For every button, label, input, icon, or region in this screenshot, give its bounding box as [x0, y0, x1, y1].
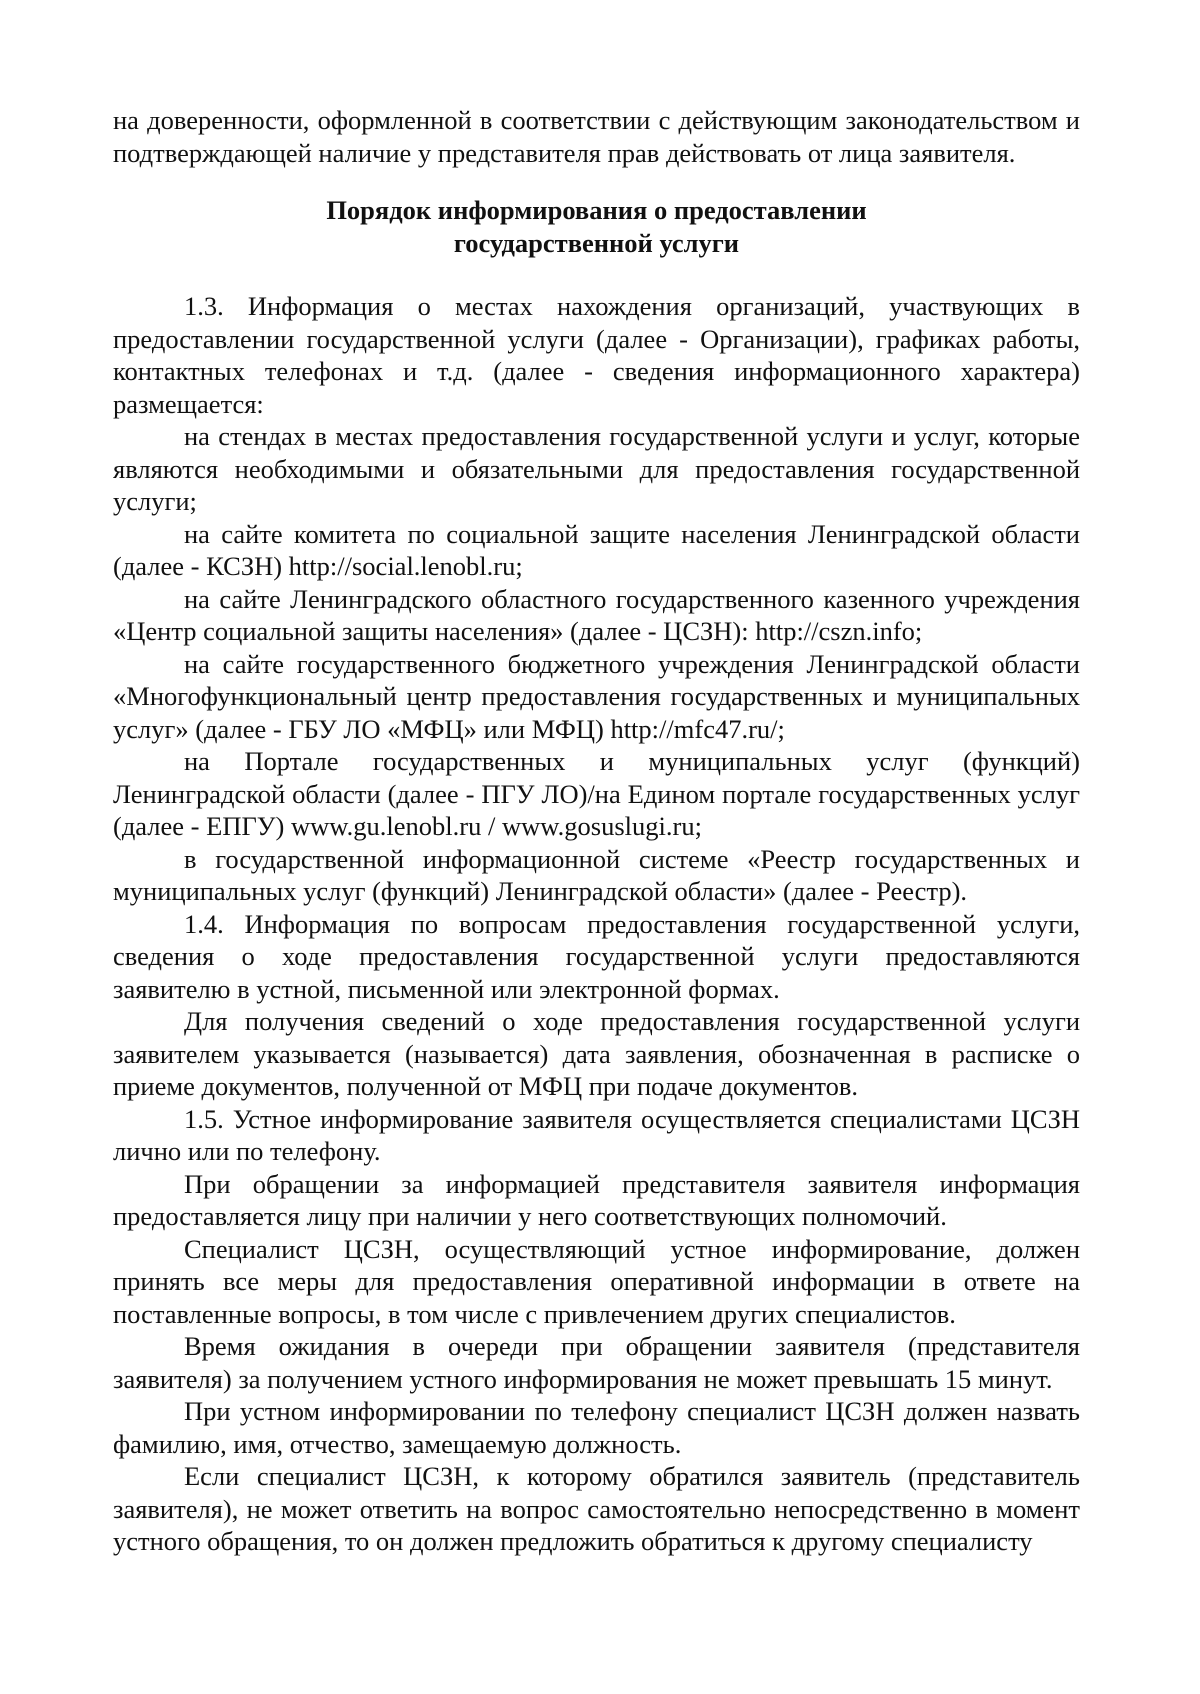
- paragraph-continuation: на доверенности, оформленной в соответствии с действующим законодательством и подтверждающей наличие у представителя прав действовать от лица заявителя.: [113, 105, 1080, 168]
- paragraph-waiting-time: Время ожидания в очереди при обращении заявителя (представителя заявителя) за получением устного информирования не может превышать 15 минут.: [113, 1331, 1080, 1394]
- paragraph-phone-info: При устном информировании по телефону специалист ЦСЗН должен назвать фамилию, имя, отчество, замещаемую должность.: [113, 1396, 1080, 1459]
- section-heading: [113, 194, 1080, 260]
- paragraph-status-info: Для получения сведений о ходе предоставления государственной услуги заявителем указывается (называется) дата заявления, обозначенная в расписке о приеме документов, полученной от МФЦ при подаче документов.: [113, 1006, 1080, 1101]
- paragraph-redirect: Если специалист ЦСЗН, к которому обратился заявитель (представитель заявителя), не может ответить на вопрос самостоятельно непосредственно в момент устного обращения, то он должен предложить обратиться к другому специалисту: [113, 1461, 1080, 1556]
- section-heading-line-1: Порядок информирования о предоставлении: [326, 195, 867, 225]
- paragraph-portal: на Портале государственных и муниципальных услуг (функций) Ленинградской области (далее - ПГУ ЛО)/на Едином портале государственных услуг (далее - ЕПГУ) www.gu.lenobl.ru / www.gosuslugi.ru;: [113, 746, 1080, 841]
- paragraph-representative: При обращении за информацией представителя заявителя информация предоставляется лицу при наличии у него соответствующих полномочий.: [113, 1168, 1080, 1231]
- paragraph-1-3: 1.3. Информация о местах нахождения организаций, участвующих в предоставлении государственной услуги (далее - Организации), графиках работы, контактных телефонах и т.д. (далее - сведения информационного характера) размещается:: [113, 291, 1080, 419]
- section-heading-line-2: государственной услуги: [453, 228, 740, 258]
- paragraph-mfc-site: на сайте государственного бюджетного учреждения Ленинградской области «Многофункциональный центр предоставления государственных и муниципальных услуг» (далее - ГБУ ЛО «МФЦ» или МФЦ) http://mfc47.ru/;: [113, 648, 1080, 744]
- paragraph-stands: на стендах в местах предоставления государственной услуги и услуг, которые являются необходимыми и обязательными для предоставления государственной услуги;: [113, 421, 1080, 516]
- paragraph-1-4: 1.4. Информация по вопросам предоставления государственной услуги, сведения о ходе предоставления государственной услуги предоставляются заявителю в устной, письменной или электронной формах.: [113, 908, 1080, 1004]
- paragraph-kszn-site: на сайте комитета по социальной защите населения Ленинградской области (далее - КСЗН) http://social.lenobl.ru;: [113, 518, 1080, 581]
- paragraph-cszn-site: на сайте Ленинградского областного государственного казенного учреждения «Центр социальной защиты населения» (далее - ЦСЗН): http://cszn.info;: [113, 583, 1080, 646]
- paragraph-1-5: 1.5. Устное информирование заявителя осуществляется специалистами ЦСЗН лично или по телефону.: [113, 1103, 1080, 1166]
- paragraph-specialist: Специалист ЦСЗН, осуществляющий устное информирование, должен принять все меры для предоставления оперативной информации в ответе на поставленные вопросы, в том числе с привлечением других специалистов.: [113, 1233, 1080, 1329]
- document-page: [113, 104, 1080, 1558]
- paragraph-registry: в государственной информационной системе «Реестр государственных и муниципальных услуг (функций) Ленинградской области» (далее - Реестр).: [113, 843, 1080, 906]
